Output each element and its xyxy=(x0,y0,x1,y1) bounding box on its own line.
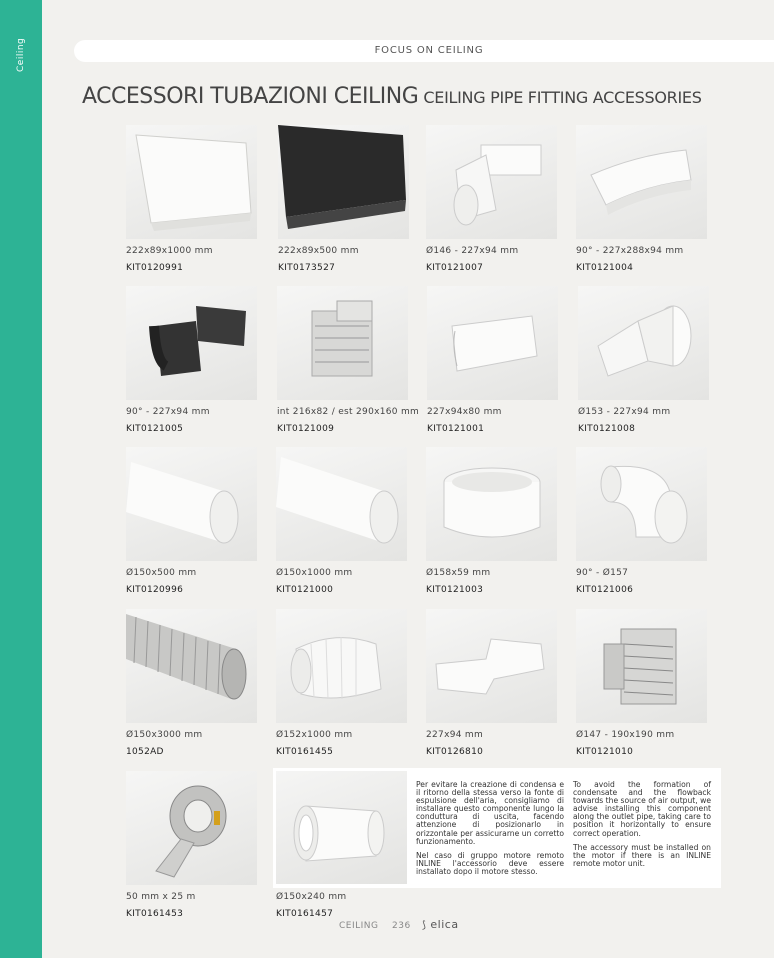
footer-section: CEILING xyxy=(339,921,379,931)
product-card xyxy=(277,286,420,434)
page-title xyxy=(82,84,702,109)
product-dimensions: Ø150x500 mm xyxy=(126,568,197,578)
side-tab xyxy=(0,0,42,958)
rect-horizontal-bend-icon xyxy=(426,609,557,723)
product-code: KIT0161455 xyxy=(276,747,334,757)
round-duct-icon xyxy=(126,447,257,561)
aluminium-tape-roll-icon xyxy=(126,771,257,885)
product-code: KIT0121010 xyxy=(576,747,634,757)
aluminium-flex-duct-icon xyxy=(126,609,257,723)
product-card xyxy=(276,609,416,757)
product-code: KIT0120991 xyxy=(126,263,184,273)
section-header-label: FOCUS ON CEILING xyxy=(374,45,484,56)
product-card xyxy=(126,286,266,434)
page-number: 236 xyxy=(392,921,411,931)
product-card xyxy=(126,447,266,595)
round-wall-outlet-louvre-icon xyxy=(576,609,707,723)
product-dimensions: 50 mm x 25 m xyxy=(126,892,196,902)
product-card xyxy=(576,447,716,595)
product-dimensions: 227x94x80 mm xyxy=(427,407,502,417)
page-title-italian: ACCESSORI TUBAZIONI CEILING xyxy=(82,84,419,109)
product-code: KIT0121005 xyxy=(126,424,184,434)
note-english-p2: The accessory must be installed on the motor if there is an INLINE remote motor unit. xyxy=(573,842,711,868)
product-dimensions: Ø147 - 190x190 mm xyxy=(576,730,675,740)
product-code: KIT0121006 xyxy=(576,585,634,595)
product-dimensions: Ø152x1000 mm xyxy=(276,730,353,740)
product-code: KIT0173527 xyxy=(278,263,336,273)
backflow-valve-info-box xyxy=(273,768,721,888)
product-code: KIT0161457 xyxy=(276,909,334,919)
round-to-rect-adapter-icon xyxy=(426,125,557,239)
product-card xyxy=(426,609,566,757)
product-code: KIT0126810 xyxy=(426,747,484,757)
product-card xyxy=(427,286,567,434)
product-code: KIT0121001 xyxy=(427,424,485,434)
rect-wall-outlet-louvre-icon xyxy=(277,286,408,400)
product-dimensions: 90° - Ø157 xyxy=(576,568,629,578)
round-to-rect-adapter-angled-icon xyxy=(578,286,709,400)
round-elbow-icon xyxy=(576,447,707,561)
product-card xyxy=(126,609,266,757)
product-card xyxy=(126,771,266,919)
product-dimensions: 227x94 mm xyxy=(426,730,484,740)
product-dimensions: Ø150x1000 mm xyxy=(276,568,353,578)
product-code: KIT0161453 xyxy=(126,909,184,919)
product-code: KIT0121009 xyxy=(277,424,335,434)
product-card xyxy=(578,286,718,434)
side-tab-label: Ceiling xyxy=(16,37,26,72)
flat-rect-duct-black-icon xyxy=(278,125,409,239)
product-card xyxy=(126,125,266,273)
product-code: 1052AD xyxy=(126,747,164,757)
product-card xyxy=(576,609,716,757)
product-dimensions: Ø150x240 mm xyxy=(276,892,347,902)
page-title-english: CEILING PIPE FITTING ACCESSORIES xyxy=(423,88,702,107)
product-dimensions: int 216x82 / est 290x160 mm xyxy=(277,407,420,417)
product-dimensions: 90° - 227x94 mm xyxy=(126,407,210,417)
product-code: KIT0120996 xyxy=(126,585,184,595)
round-duct-icon xyxy=(276,447,407,561)
brand-logo xyxy=(422,918,459,931)
product-card xyxy=(426,125,566,273)
product-code: KIT0121004 xyxy=(576,263,634,273)
product-dimensions: 90° - 227x288x94 mm xyxy=(576,246,684,256)
horizontal-bend-icon xyxy=(576,125,707,239)
brand-name: elica xyxy=(430,918,459,931)
round-connector-icon xyxy=(426,447,557,561)
pvc-flex-duct-icon xyxy=(276,609,407,723)
note-italian-p1: Per evitare la creazione di condensa e il ritorno della stessa verso la fonte di espulsione dell'aria, consigliamo di installare questo componente lungo la conduttura di uscita, facendo attenzione di posizionarlo in orizzontale per assicurarne un corretto funzionamento. xyxy=(416,780,564,846)
product-card xyxy=(426,447,566,595)
note-italian xyxy=(416,781,564,882)
product-dimensions: 222x89x1000 mm xyxy=(126,246,213,256)
note-english-p1: To avoid the formation of condensate and the flowback towards the source of air output, we advise installing this component along the outlet pipe, taking care to position it horizontally to ensure correct operation. xyxy=(573,780,711,838)
rect-connector-icon xyxy=(427,286,558,400)
flat-rect-duct-white-icon xyxy=(126,125,257,239)
vertical-bend-black-icon xyxy=(126,286,257,400)
product-dimensions: Ø153 - 227x94 mm xyxy=(578,407,671,417)
anti-backflow-valve-icon xyxy=(276,771,407,884)
product-dimensions: Ø158x59 mm xyxy=(426,568,491,578)
product-dimensions: Ø146 - 227x94 mm xyxy=(426,246,519,256)
product-card xyxy=(276,447,416,595)
section-header-bar xyxy=(74,40,774,62)
product-code: KIT0121000 xyxy=(276,585,334,595)
note-italian-p2: Nel caso di gruppo motore remoto INLINE l'accessorio deve essere installato dopo il motore stesso. xyxy=(416,850,564,876)
product-code: KIT0121007 xyxy=(426,263,484,273)
product-card xyxy=(278,125,418,273)
product-dimensions: Ø150x3000 mm xyxy=(126,730,203,740)
elica-logo-icon: ⟆ xyxy=(422,920,427,931)
product-code: KIT0121008 xyxy=(578,424,636,434)
product-card xyxy=(576,125,716,273)
product-code: KIT0121003 xyxy=(426,585,484,595)
note-english xyxy=(573,781,711,874)
product-dimensions: 222x89x500 mm xyxy=(278,246,359,256)
